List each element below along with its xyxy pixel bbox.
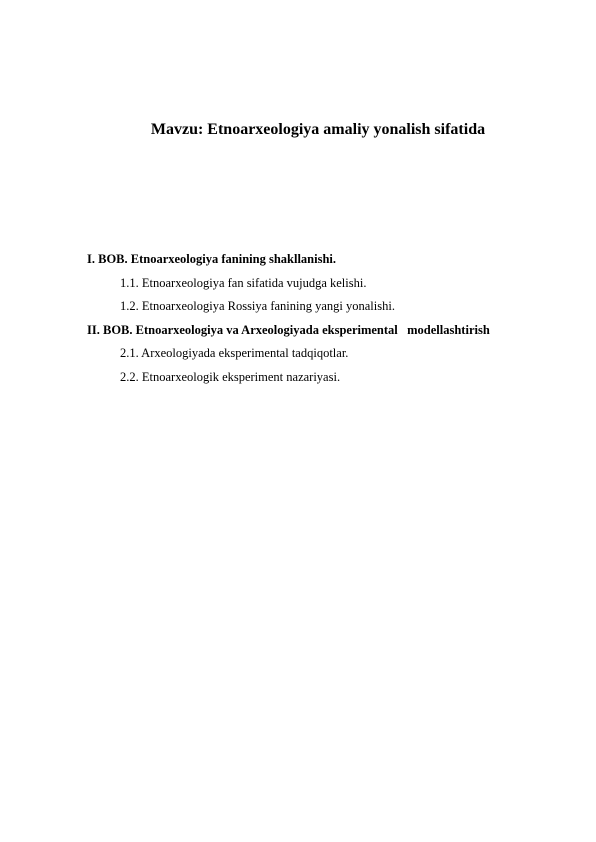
- section-1-2: 1.2. Etnoarxeologiya Rossiya fanining yangi yonalishi.: [120, 299, 395, 313]
- chapter-2-heading: II. BOB. Etnoarxeologiya va Arxeologiyada eksperimental modellashtirish: [87, 322, 490, 337]
- section-2-1: 2.1. Arxeologiyada eksperimental tadqiqotlar.: [120, 346, 349, 360]
- table-of-contents: [87, 248, 557, 389]
- document-title: Mavzu: Etnoarxeologiya amaliy yonalish sifatida: [150, 121, 486, 138]
- section-2-2: 2.2. Etnoarxeologik eksperiment nazariyasi.: [120, 369, 341, 384]
- section-1-1: 1.1. Etnoarxeologiya fan sifatida vujudga kelishi.: [120, 275, 367, 290]
- chapter-1-heading: I. BOB. Etnoarxeologiya fanining shakllanishi.: [87, 252, 337, 266]
